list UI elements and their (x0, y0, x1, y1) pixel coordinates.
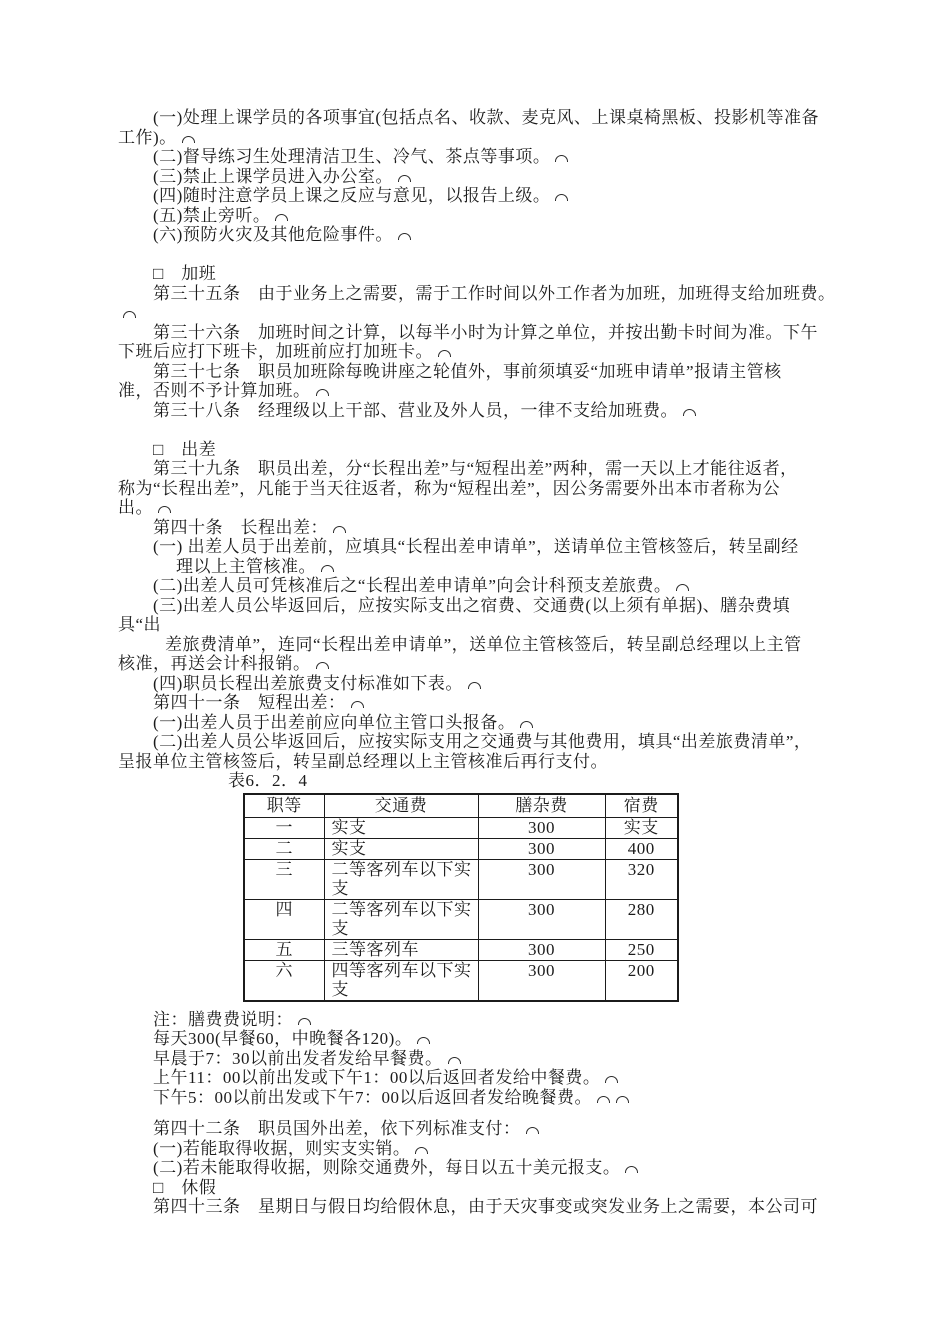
text-line (118, 206, 950, 226)
text-line (118, 498, 950, 518)
text-line (118, 186, 950, 206)
text-line (118, 1158, 950, 1178)
line-text: 第四十一条 短程出差： (153, 693, 346, 712)
line-text: □ 出差 (153, 439, 217, 459)
paragraph-mark-icon (275, 214, 288, 221)
table-cell: 四等客列车以下实支 (324, 960, 478, 1001)
table-cell: 实支 (324, 838, 478, 859)
line-text: (一)处理上课学员的各项事宜(包括点名、收款、麦克风、上课桌椅黑板、投影机等准备 (153, 108, 819, 127)
paragraph-mark-icon (316, 662, 329, 669)
document-text-bottom (118, 1010, 950, 1217)
table-cell: 三 (244, 859, 324, 899)
line-text: (三)出差人员公毕返回后，应按实际支出之宿费、交通费(以上须有单据)、膳杂费填 (153, 595, 791, 615)
text-line (118, 167, 950, 187)
paragraph-mark-icon (321, 565, 334, 572)
line-text: (二)若未能取得收据，则除交通费外，每日以五十美元报支。 (153, 1158, 621, 1177)
table-cell: 300 (478, 939, 605, 960)
paragraph-mark-icon (398, 233, 411, 240)
table-cell: 300 (478, 817, 605, 838)
paragraph-mark-icon (676, 584, 689, 591)
paragraph-mark-icon (555, 194, 568, 201)
table-cell: 三等客列车 (324, 939, 478, 960)
table-cell: 200 (605, 960, 678, 1001)
line-text: (三)禁止上课学员进入办公室。 (153, 166, 393, 186)
text-line (118, 732, 950, 752)
table-cell: 300 (478, 960, 605, 1001)
line-text: (一)出差人员于出差前应向单位主管口头报备。 (153, 712, 516, 732)
document-text-top (118, 108, 950, 771)
line-text: (六)预防火灾及其他危险事件。 (153, 225, 393, 244)
text-line (118, 654, 950, 674)
text-line (118, 362, 950, 382)
table-cell: 280 (605, 899, 678, 939)
text-line (118, 323, 950, 343)
line-text: 差旅费清单”，连同“长程出差申请单”，送单位主管核签后，转呈副总经理以上主管 (165, 634, 802, 654)
line-text: (二)出差人员可凭核准后之“长程出差申请单”向会计科预支差旅费。 (153, 576, 672, 595)
text-line (118, 342, 950, 362)
line-text: 上午11：00以前出发或下午1：00以后返回者发给中餐费。 (153, 1068, 601, 1087)
line-text: 注：膳费费说明： (153, 1009, 293, 1029)
line-text: 第三十七条 职员加班除每晚讲座之轮值外，事前须填妥“加班申请单”报请主管核 (153, 361, 782, 381)
paragraph-mark-icon (438, 350, 451, 357)
text-line (118, 303, 950, 323)
text-line (118, 284, 950, 304)
paragraph-mark-icon (316, 389, 329, 396)
line-text: 核准，再送会计科报销。 (118, 654, 311, 673)
blank-line (118, 245, 950, 265)
table-cell: 六 (244, 960, 324, 1001)
paragraph-mark-icon (526, 1127, 539, 1134)
line-text: (二)出差人员公毕返回后，应按实际支用之交通费与其他费用，填具“出差旅费清单”， (153, 732, 812, 751)
line-text: 理以上主管核准。 (176, 556, 316, 576)
text-line (118, 225, 950, 245)
paragraph-mark-icon (520, 721, 533, 728)
paragraph-mark-icon (597, 1096, 610, 1103)
paragraph-mark-icon (468, 682, 481, 689)
line-text: 出。 (118, 498, 153, 517)
text-line (118, 440, 950, 460)
text-line (118, 615, 950, 635)
table-cell: 400 (605, 838, 678, 859)
table-cell: 二等客列车以下实支 (324, 899, 478, 939)
table-cell: 实支 (605, 817, 678, 838)
text-line (118, 518, 950, 538)
line-text: 准，否则不予计算加班。 (118, 381, 311, 400)
text-line (118, 1029, 950, 1049)
line-text: (五)禁止旁听。 (153, 205, 271, 225)
table-row (244, 899, 678, 939)
text-line (118, 557, 950, 577)
line-text: (一)若能取得收据，则实支实销。 (153, 1138, 411, 1158)
text-line (118, 479, 950, 499)
text-line (118, 128, 950, 148)
paragraph-mark-icon (123, 311, 136, 318)
table-header-cell: 交通费 (324, 794, 478, 817)
line-text: (一) 出差人员于出差前，应填具“长程出差申请单”，送请单位主管核签后，转呈副经 (153, 537, 799, 556)
text-line (118, 459, 950, 479)
paragraph-mark-icon (333, 526, 346, 533)
text-line (118, 1197, 950, 1217)
text-line (118, 693, 950, 713)
line-text: □ 加班 (153, 264, 217, 283)
table-row (244, 939, 678, 960)
line-text: 第三十八条 经理级以上干部、营业及外人员，一律不支给加班费。 (153, 400, 678, 420)
paragraph-mark-icon (625, 1166, 638, 1173)
text-line (118, 401, 950, 421)
text-line (118, 1068, 950, 1088)
text-line (118, 713, 950, 733)
paragraph-mark-icon (415, 1147, 428, 1154)
paragraph-mark-icon (398, 175, 411, 182)
paragraph-mark-icon (448, 1057, 461, 1064)
line-text: 第四十三条 星期日与假日均给假休息，由于天灾事变或突发业务上之需要，本公司可 (153, 1197, 818, 1216)
line-text: 第四十条 长程出差： (153, 517, 328, 537)
travel-expense-table (243, 793, 679, 1002)
line-text: 第四十二条 职员国外出差，依下列标准支付： (153, 1119, 521, 1138)
blank-line (118, 420, 950, 440)
line-text: (二)督导练习生处理清洁卫生、冷气、茶点等事项。 (153, 147, 551, 166)
text-line (118, 1010, 950, 1030)
table-cell: 300 (478, 838, 605, 859)
text-line (118, 674, 950, 694)
line-text: 第三十六条 加班时间之计算，以每半小时为计算之单位，并按出勤卡时间为准。下午 (153, 322, 818, 342)
blank-line (118, 1107, 950, 1119)
paragraph-mark-icon (182, 136, 195, 143)
paragraph-mark-icon (555, 155, 568, 162)
text-line (118, 596, 950, 616)
paragraph-mark-icon (605, 1076, 618, 1083)
line-text: (四)职员长程出差旅费支付标准如下表。 (153, 673, 463, 693)
line-text: 称为“长程出差”，凡能于当天往返者，称为“短程出差”，因公务需要外出本市者称为公 (118, 478, 781, 498)
table-header-cell: 职等 (244, 794, 324, 817)
table-header-cell: 膳杂费 (478, 794, 605, 817)
text-line (118, 381, 950, 401)
text-line (118, 635, 950, 655)
line-text: 第三十九条 职员出差，分“长程出差”与“短程出差”两种，需一天以上才能往返者， (153, 459, 798, 478)
text-line (118, 537, 950, 557)
line-text: 具“出 (118, 615, 162, 634)
line-text: 下午5：00以前出发或下午7：00以后返回者发给晚餐费。 (153, 1087, 592, 1107)
text-line (118, 1049, 950, 1069)
table-row (244, 859, 678, 899)
paragraph-mark-icon (351, 701, 364, 708)
text-line (118, 147, 950, 167)
table-caption: 表6．2．4 (228, 771, 308, 790)
table-row (244, 960, 678, 1001)
paragraph-mark-icon (298, 1018, 311, 1025)
line-text: 工作)。 (118, 127, 177, 147)
paragraph-mark-icon (158, 506, 171, 513)
text-line (118, 108, 950, 128)
text-line (118, 576, 950, 596)
table-cell: 五 (244, 939, 324, 960)
text-line (118, 752, 950, 772)
text-line (118, 1139, 950, 1159)
line-text: □ 休假 (153, 1177, 217, 1197)
line-text: 第三十五条 由于业务上之需要，需于工作时间以外工作者为加班，加班得支给加班费。 (153, 283, 836, 303)
text-line (118, 1119, 950, 1139)
table-row (244, 817, 678, 838)
line-text: 下班后应打下班卡，加班前应打加班卡。 (118, 342, 433, 361)
text-line (118, 1178, 950, 1198)
text-line (118, 264, 950, 284)
table-row (244, 838, 678, 859)
table-cell: 四 (244, 899, 324, 939)
table-cell: 300 (478, 859, 605, 899)
line-text: 早晨于7：30以前出发者发给早餐费。 (153, 1048, 443, 1068)
line-text: (四)随时注意学员上课之反应与意见，以报告上级。 (153, 186, 551, 205)
table-cell: 二 (244, 838, 324, 859)
paragraph-mark-icon (616, 1096, 629, 1103)
text-line (118, 1088, 950, 1108)
table-cell: 320 (605, 859, 678, 899)
table-header-cell: 宿费 (605, 794, 678, 817)
paragraph-mark-icon (683, 409, 696, 416)
line-text: 每天300(早餐60，中晚餐各120)。 (153, 1029, 413, 1048)
table-cell: 实支 (324, 817, 478, 838)
table-header-row (244, 794, 678, 817)
table-cell: 一 (244, 817, 324, 838)
table-cell: 300 (478, 899, 605, 939)
line-text: 呈报单位主管核签后，转呈副总经理以上主管核准后再行支付。 (118, 751, 608, 771)
table-cell: 250 (605, 939, 678, 960)
paragraph-mark-icon (417, 1037, 430, 1044)
table-cell: 二等客列车以下实支 (324, 859, 478, 899)
